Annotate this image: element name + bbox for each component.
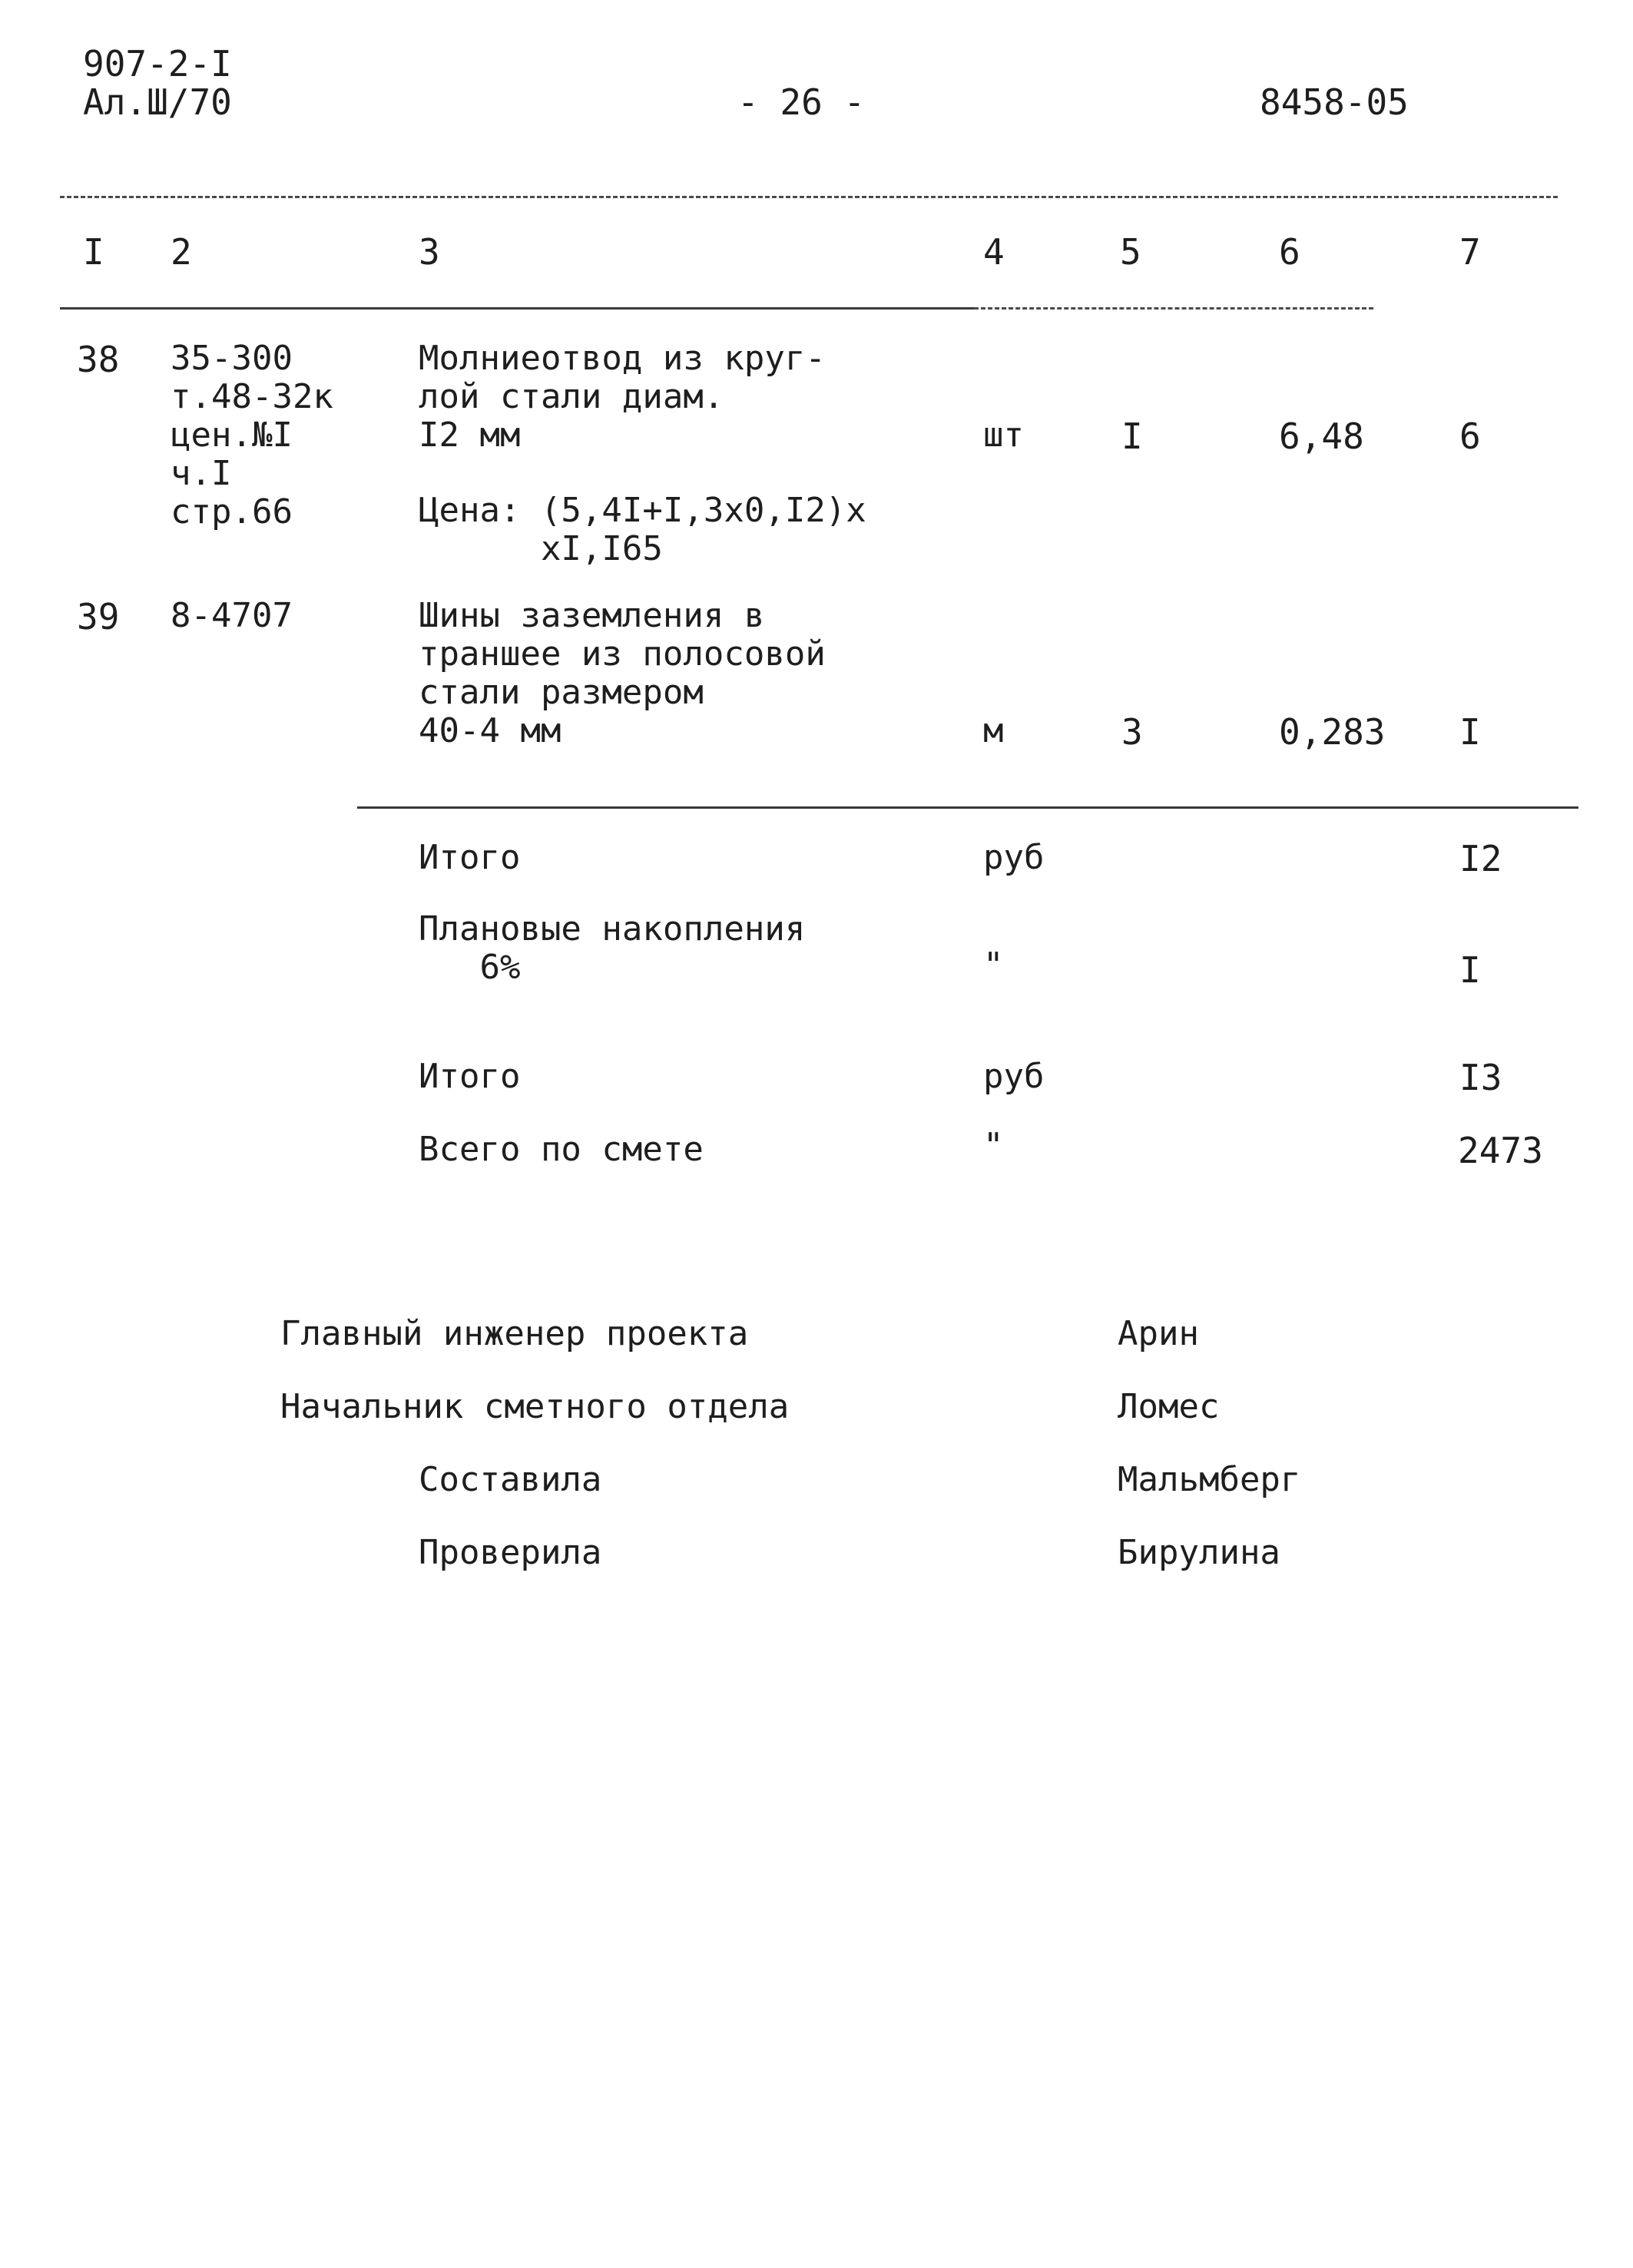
summary-unit: " [983, 945, 1004, 985]
row-total: 6 [1459, 416, 1481, 457]
signature-role: Проверила [419, 1533, 602, 1572]
header-underline-dashed [974, 307, 1373, 310]
row-reference: 8-4707 [171, 596, 293, 635]
row-total: I [1459, 711, 1481, 753]
row-description: Шины заземления в траншее из полосовой стали размером 40-4 мм [419, 596, 826, 750]
column-header: 3 [419, 231, 440, 273]
doc-album: Ал.Ш/70 [83, 81, 232, 123]
signature-name: Бирулина [1118, 1533, 1280, 1572]
signature-name: Арин [1118, 1314, 1199, 1353]
doc-code: 907-2-I [83, 43, 232, 84]
summary-unit: " [983, 1126, 1004, 1165]
column-header: 7 [1459, 231, 1481, 273]
row-unit-price: 0,283 [1279, 711, 1386, 753]
row-description: Молниеотвод из круг- лой стали диам. I2 мм [419, 339, 826, 455]
signature-role: Начальник сметного отдела [280, 1387, 790, 1426]
summary-label: Всего по смете [419, 1130, 704, 1169]
signature-name: Мальмберг [1118, 1460, 1301, 1499]
row-price-formula: Цена: (5,4I+I,3x0,I2)x xI,I65 [419, 491, 866, 568]
row-quantity: I [1121, 416, 1143, 457]
row-number: 38 [77, 339, 120, 380]
column-header: I [83, 231, 104, 273]
column-header: 4 [983, 231, 1005, 273]
summary-value: 2473 [1458, 1130, 1543, 1171]
header-underline [60, 307, 974, 310]
summary-unit: руб [983, 838, 1045, 877]
summary-rule [357, 806, 1578, 809]
summary-value: I [1459, 949, 1481, 991]
row-quantity: 3 [1121, 711, 1143, 753]
summary-label: Итого [419, 838, 521, 877]
signature-role: Главный инженер проекта [280, 1314, 749, 1353]
summary-label: Итого [419, 1057, 521, 1096]
column-header: 6 [1279, 231, 1300, 273]
table-top-rule [60, 196, 1558, 198]
row-unit-price: 6,48 [1279, 416, 1364, 457]
row-number: 39 [77, 596, 120, 637]
row-unit: м [983, 711, 1004, 750]
summary-label: Плановые накопления 6% [419, 909, 806, 987]
row-reference: 35-300 т.48-32к цен.№I ч.I стр.66 [171, 339, 333, 531]
doc-number: 8458-05 [1260, 81, 1409, 123]
signature-name: Ломес [1118, 1387, 1220, 1426]
summary-unit: руб [983, 1057, 1045, 1096]
summary-value: I2 [1459, 838, 1502, 879]
summary-value: I3 [1459, 1057, 1502, 1098]
page-number: - 26 - [737, 81, 866, 123]
column-header: 2 [171, 231, 192, 273]
column-header: 5 [1120, 231, 1141, 273]
signature-role: Составила [419, 1460, 602, 1499]
row-unit: шт [983, 416, 1024, 455]
